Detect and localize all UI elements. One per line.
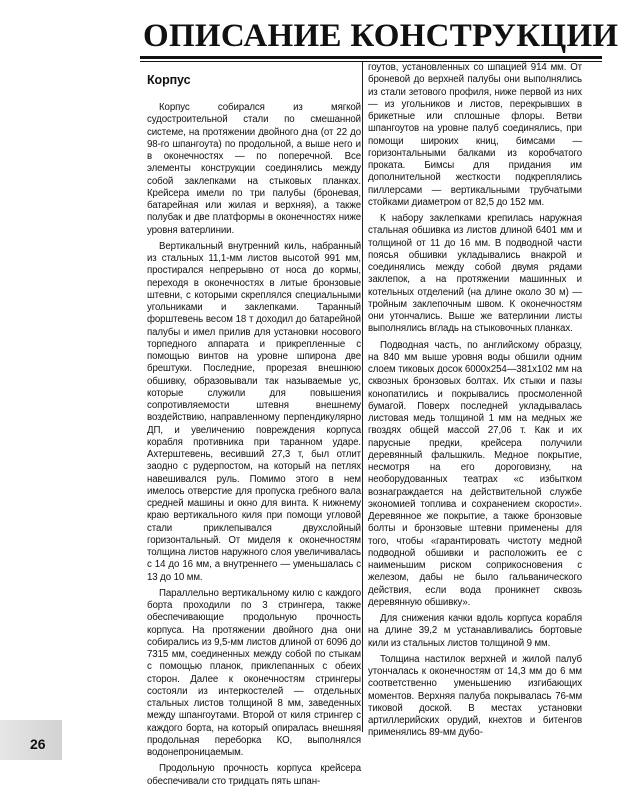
section-heading: Корпус bbox=[147, 73, 191, 87]
title-rule-thick bbox=[140, 56, 602, 59]
paragraph: Корпус собирался из мягкой судостроительной стали по смешанной системе, на протяжении двойного дна (от 22 до 98-го шпангоута) по продольной, а выше него и в оконечностях — по поперечной. Все элементы конструкции соединялись между собой заклепками на стыковых планках. Крейсера имели по три палубы (броневая, батарейная или жилая и верхняя), а также полубак и две платформы в оконечностях ниже уровня ватерлинии. bbox=[147, 102, 361, 236]
paragraph: К набору заклепками крепилась наружная стальная обшивка из листов длиной 6401 мм и толщиной от 11 до 16 мм. В подводной части пояcья обшивки укладывались внакрой и соединялись между собой двумя рядами заклепок, а на протяжении машинных и котельных отделений (на длине около 30 м) — тройным заклепочным швом. К оконечностям они утончались. Выше же ватерлинии листы выполнялись вгладь на стыковочных планках. bbox=[368, 213, 582, 335]
left-column bbox=[147, 68, 361, 792]
paragraph: Вертикальный внутренний киль, набранный из стальных 11,1-мм листов высотой 991 мм, простирался непрерывно от носа до кормы, переходя в оконечностях в литые бронзовые штевни, с которыми скреплялся специальными угольниками и заклепками. Таранный форштевень весом 18 т доходил до батарейной палубы и имел прилив для установки носового торпедного аппарата и прикрепленные с помощью винтов на уровне шпирона две брештуки. Последние, прорезая внешнюю обшивку, образовывали так называемые ус, которые служили для повышения сопротивляемости штевня внешнему воздействию, направленному перпендикулярно ДП, и увеличению повреждения корпуса корабля противника при таранном ударе. Ахтерштевень, весивший 27,3 т, был отлит заодно с рудерпостом, на который на петлях навешивался руль. Помимо этого в нем имелось отверстие для пропуска гребного вала средней машины и окно для винта. К нижнему краю вертикального киля при помощи угловой стали приклепывался двухслойный горизонтальный. От миделя к оконечностям толщина листов наружного слоя увеличивалась с 14 до 16 мм, а внутреннего — уменьшалась с 13 до 10 мм. bbox=[147, 240, 361, 583]
page-number: 26 bbox=[30, 736, 46, 752]
paragraph: Параллельно вертикальному килю с каждого борта проходили по 3 стрингера, также обеспечивающие продольную прочность корпуса. На протяжении двойного дна они собирались из 9,5-мм листов длиной от 6096 до 7315 мм, соединенных между собой по стыкам с помощью планок, приклепанных с обеих сторон. Далее к оконечностям стрингеры состояли из интеркостелей — отдельных стальных листов толщиной 8 мм, заведенных между шпангоутами. Второй от киля стрингер с каждого борта, на который опиралась внешняя продольная переборка КО, выполнялся водонепроницаемым. bbox=[147, 587, 361, 758]
paragraph: Для снижения качки вдоль корпуса корабля на длине 39,2 м устанавливались бортовые кили из стальных листов толщиной 9 мм. bbox=[368, 613, 582, 649]
paragraph: Толщина настилок верхней и жилой палуб утончалась к оконечностям от 14,3 мм до 6 мм соответственно уменьшению изгибающих моментов. Верхняя палуба покрывалась 76-мм тиковой доской. В местах установки артиллерийских орудий, кнехтов и битенгов применялись 89-мм дубо- bbox=[368, 653, 582, 739]
right-column bbox=[368, 62, 582, 744]
paragraph: гоутов, установленных со шпацией 914 мм. От броневой до верхней палубы они выполнялись из стали зетового профиля, ниже первой из них — из угольников и листов, перекрывших в брикетные или сплошные флоры. Ветви шпангоутов на уровне палуб соединялись, при помощи широких книц, бимсами — горизонтальными балками из коробчатого проката. Бимсы для придания им дополнительной жесткости подкреплялись пиллерсами — вертикальными трубчатыми стойками диаметром от 82,5 до 152 мм. bbox=[368, 62, 582, 208]
paragraph: Продольную прочность корпуса крейсера обеспечивали сто тридцать пять шпан- bbox=[147, 763, 361, 787]
paragraph: Подводная часть, по английскому образцу, на 840 мм выше уровня воды обшили одним слоем тиковых досок 6000х254—381х102 мм на сквозных бронзовых болтах. Их стыки и пазы конопатились и покрывались просмоленной бумагой. Поверх последней укладывалась листовая медь толщиной 1 мм на медных же гвоздях общей массой 27,06 т. Как и их парусные предки, крейсера получили деревянный фальшкиль. Медное покрытие, несмотря на его дороговизну, на необорудованных театрах «с избытком вознаграждается на действительной службе экономией топлива и сохранением скорости». Деревянное же покрытие, а также бронзовые болты и бронзовые штевни применены для того, чтобы «гарантировать чистоту медной подводной обшивки и расположить ее с наименьшим риском соприкосновения с железом, дабы не было гальванического действия, если вода проникнет сквозь деревянную обшивку». bbox=[368, 339, 582, 608]
column-divider bbox=[362, 62, 363, 732]
page-title: ОПИСАНИЕ КОНСТРУКЦИИ bbox=[143, 18, 619, 54]
